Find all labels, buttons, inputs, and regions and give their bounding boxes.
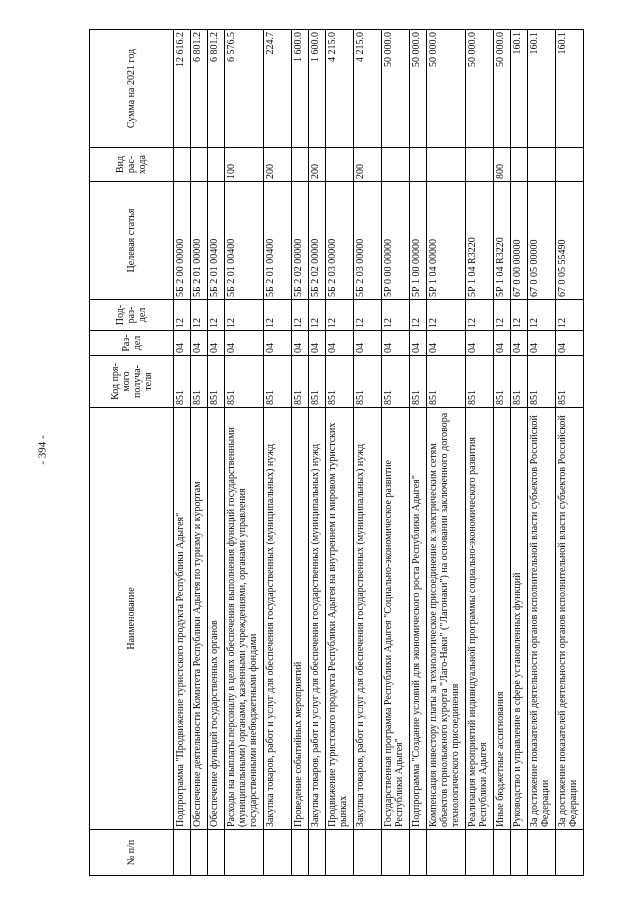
- cell-expense: [174, 148, 191, 182]
- cell-amount: 224.7: [264, 30, 292, 148]
- cell-amount: 160.1: [528, 30, 556, 148]
- cell-expense: [208, 148, 225, 182]
- cell-subsection: 12: [326, 300, 354, 331]
- table-row: [410, 30, 427, 876]
- cell-num: [292, 830, 309, 876]
- cell-expense: [466, 148, 494, 182]
- cell-target: 5Р 0 00 00000: [382, 182, 410, 300]
- cell-name: Закупка товаров, работ и услуг для обеспечения государственных (муниципальных) нужд: [354, 408, 382, 830]
- header-name: Наименование: [90, 408, 174, 830]
- cell-num: [382, 830, 410, 876]
- cell-expense: 200: [264, 148, 292, 182]
- table-row: [208, 30, 225, 876]
- cell-section: 04: [511, 331, 528, 356]
- cell-amount: 50 000.0: [410, 30, 427, 148]
- cell-expense: [382, 148, 410, 182]
- cell-section: 04: [427, 331, 466, 356]
- rotated-page: [89, 30, 616, 876]
- table-row: [354, 30, 382, 876]
- cell-subsection: 12: [382, 300, 410, 331]
- cell-num: [264, 830, 292, 876]
- cell-subsection: 12: [292, 300, 309, 331]
- cell-num: [410, 830, 427, 876]
- cell-amount: 50 000.0: [427, 30, 466, 148]
- header-amount: Сумма на 2021 год: [90, 30, 174, 148]
- table-row: [466, 30, 494, 876]
- cell-admin: 851: [528, 356, 556, 408]
- cell-admin: 851: [511, 356, 528, 408]
- cell-admin: 851: [191, 356, 208, 408]
- cell-num: [354, 830, 382, 876]
- cell-num: [466, 830, 494, 876]
- cell-subsection: 12: [225, 300, 264, 331]
- cell-amount: 6 801.2: [208, 30, 225, 148]
- cell-admin: 851: [466, 356, 494, 408]
- header-target: Целевая статья: [90, 182, 174, 300]
- cell-admin: 851: [382, 356, 410, 408]
- cell-expense: [556, 148, 584, 182]
- table-row: [382, 30, 410, 876]
- cell-subsection: 12: [528, 300, 556, 331]
- cell-expense: [326, 148, 354, 182]
- cell-subsection: 12: [427, 300, 466, 331]
- cell-section: 04: [382, 331, 410, 356]
- table-header: [90, 30, 174, 876]
- cell-name: Подпрограмма "Продвижение туристского продукта Республики Адыгея": [174, 408, 191, 830]
- table-row: [528, 30, 556, 876]
- cell-target: 5Б 2 03 00000: [354, 182, 382, 300]
- cell-section: 04: [528, 331, 556, 356]
- cell-target: 67 0 05 00000: [528, 182, 556, 300]
- cell-num: [208, 830, 225, 876]
- cell-section: 04: [309, 331, 326, 356]
- cell-amount: 160.1: [511, 30, 528, 148]
- cell-amount: 50 000.0: [466, 30, 494, 148]
- cell-target: 67 0 05 55490: [556, 182, 584, 300]
- header-section: Раз-дел: [90, 331, 174, 356]
- cell-target: 5Б 2 01 00400: [225, 182, 264, 300]
- cell-amount: 160.1: [556, 30, 584, 148]
- cell-target: 5Б 2 01 00000: [191, 182, 208, 300]
- table-row: [309, 30, 326, 876]
- cell-subsection: 12: [208, 300, 225, 331]
- cell-admin: 851: [556, 356, 584, 408]
- cell-target: 5Б 2 03 00000: [326, 182, 354, 300]
- table-row: [326, 30, 354, 876]
- cell-amount: 4 215.0: [354, 30, 382, 148]
- cell-amount: 50 000.0: [382, 30, 410, 148]
- cell-admin: 851: [427, 356, 466, 408]
- cell-amount: 12 616.2: [174, 30, 191, 148]
- cell-target: 67 0 00 00000: [511, 182, 528, 300]
- cell-amount: 4 215.0: [326, 30, 354, 148]
- cell-expense: [511, 148, 528, 182]
- table-row: [292, 30, 309, 876]
- cell-section: 04: [174, 331, 191, 356]
- cell-admin: 851: [174, 356, 191, 408]
- cell-subsection: 12: [354, 300, 382, 331]
- budget-table: [89, 29, 584, 876]
- cell-num: [174, 830, 191, 876]
- cell-section: 04: [326, 331, 354, 356]
- cell-expense: 200: [354, 148, 382, 182]
- cell-admin: 851: [410, 356, 427, 408]
- cell-expense: [292, 148, 309, 182]
- cell-admin: 851: [326, 356, 354, 408]
- cell-num: [494, 830, 511, 876]
- cell-amount: 50 000.0: [494, 30, 511, 148]
- header-admin: Код пря-мого получа-теля: [90, 356, 174, 408]
- cell-section: 04: [292, 331, 309, 356]
- cell-target: 5Б 2 01 00400: [208, 182, 225, 300]
- header-expense: Вид рас-хода: [90, 148, 174, 182]
- cell-name: Расходы на выплаты персоналу в целях обеспечения выполнения функций государственными (муниципальными) органами, казенными учреждениями, органами управления государственными внебюджетными фондами: [225, 408, 264, 830]
- cell-section: 04: [494, 331, 511, 356]
- cell-name: Компенсация инвестору платы за технологическое присоединение к электрическим сетям объектов горнолыжного курорта "Лаго-Наки" ("Лагонаки") на основании заключенного договора технологического присоединения: [427, 408, 466, 830]
- cell-target: 5Б 2 01 00400: [264, 182, 292, 300]
- cell-name: Иные бюджетные ассигнования: [494, 408, 511, 830]
- cell-admin: 851: [225, 356, 264, 408]
- cell-target: 5Р 1 00 00000: [410, 182, 427, 300]
- cell-name: Обеспечение деятельности Комитета Республики Адыгея по туризму и курортам: [191, 408, 208, 830]
- cell-section: 04: [354, 331, 382, 356]
- table-row: [264, 30, 292, 876]
- cell-num: [326, 830, 354, 876]
- cell-name: За достижение показателей деятельности органов исполнительной власти субъектов Российской Федерации: [556, 408, 584, 830]
- cell-subsection: 12: [191, 300, 208, 331]
- cell-num: [309, 830, 326, 876]
- cell-target: 5Р 1 04 R3220: [466, 182, 494, 300]
- page-number: - 394 -: [36, 435, 49, 465]
- cell-num: [511, 830, 528, 876]
- cell-target: 5Р 1 04 R3220: [494, 182, 511, 300]
- cell-admin: 851: [292, 356, 309, 408]
- table-row: [427, 30, 466, 876]
- cell-num: [556, 830, 584, 876]
- cell-num: [191, 830, 208, 876]
- cell-admin: 851: [354, 356, 382, 408]
- cell-section: 04: [264, 331, 292, 356]
- cell-amount: 6 801.2: [191, 30, 208, 148]
- cell-name: За достижение показателей деятельности органов исполнительной власти субъектов Российской Федерации: [528, 408, 556, 830]
- cell-subsection: 12: [556, 300, 584, 331]
- cell-subsection: 12: [309, 300, 326, 331]
- cell-subsection: 12: [466, 300, 494, 331]
- header-num: № п/п: [90, 830, 174, 876]
- cell-name: Проведение событийных мероприятий: [292, 408, 309, 830]
- cell-amount: 6 576.5: [225, 30, 264, 148]
- cell-admin: 851: [494, 356, 511, 408]
- cell-target: 5Б 2 02 00000: [292, 182, 309, 300]
- cell-name: Руководство и управление в сфере установленных функций: [511, 408, 528, 830]
- table-row: [494, 30, 511, 876]
- cell-expense: [410, 148, 427, 182]
- table-row: [556, 30, 584, 876]
- cell-target: 5Б 2 00 00000: [174, 182, 191, 300]
- cell-expense: 200: [309, 148, 326, 182]
- cell-name: Обеспечение функций государственных органов: [208, 408, 225, 830]
- cell-section: 04: [410, 331, 427, 356]
- cell-target: 5Р 1 04 00000: [427, 182, 466, 300]
- cell-name: Продвижение туристского продукта Республики Адыгея на внутреннем и мировом туристских рынках: [326, 408, 354, 830]
- cell-admin: 851: [208, 356, 225, 408]
- cell-name: Подпрограмма "Создание условий для экономического роста Республики Адыгея": [410, 408, 427, 830]
- cell-section: 04: [466, 331, 494, 356]
- cell-admin: 851: [264, 356, 292, 408]
- cell-num: [427, 830, 466, 876]
- cell-admin: 851: [309, 356, 326, 408]
- header-subsection: Под-раз-дел: [90, 300, 174, 331]
- cell-subsection: 12: [264, 300, 292, 331]
- cell-name: Закупка товаров, работ и услуг для обеспечения государственных (муниципальных) нужд: [264, 408, 292, 830]
- cell-name: Реализация мероприятий индивидуальной программы социально-экономического развития Республики Адыгея: [466, 408, 494, 830]
- table-row: [225, 30, 264, 876]
- cell-name: Государственная программа Республики Адыгея "Социально-экономическое развитие Республики Адыгея": [382, 408, 410, 830]
- cell-target: 5Б 2 02 00000: [309, 182, 326, 300]
- cell-name: Закупка товаров, работ и услуг для обеспечения государственных (муниципальных) нужд: [309, 408, 326, 830]
- table-row: [511, 30, 528, 876]
- cell-expense: [427, 148, 466, 182]
- table-row: [191, 30, 208, 876]
- cell-section: 04: [191, 331, 208, 356]
- cell-expense: [528, 148, 556, 182]
- cell-subsection: 12: [511, 300, 528, 331]
- cell-amount: 1 600.0: [292, 30, 309, 148]
- cell-num: [225, 830, 264, 876]
- cell-section: 04: [208, 331, 225, 356]
- table-row: [174, 30, 191, 876]
- cell-expense: [191, 148, 208, 182]
- cell-subsection: 12: [494, 300, 511, 331]
- cell-expense: 800: [494, 148, 511, 182]
- cell-expense: 100: [225, 148, 264, 182]
- cell-section: 04: [225, 331, 264, 356]
- cell-subsection: 12: [174, 300, 191, 331]
- cell-subsection: 12: [410, 300, 427, 331]
- cell-num: [528, 830, 556, 876]
- cell-section: 04: [556, 331, 584, 356]
- cell-amount: 1 600.0: [309, 30, 326, 148]
